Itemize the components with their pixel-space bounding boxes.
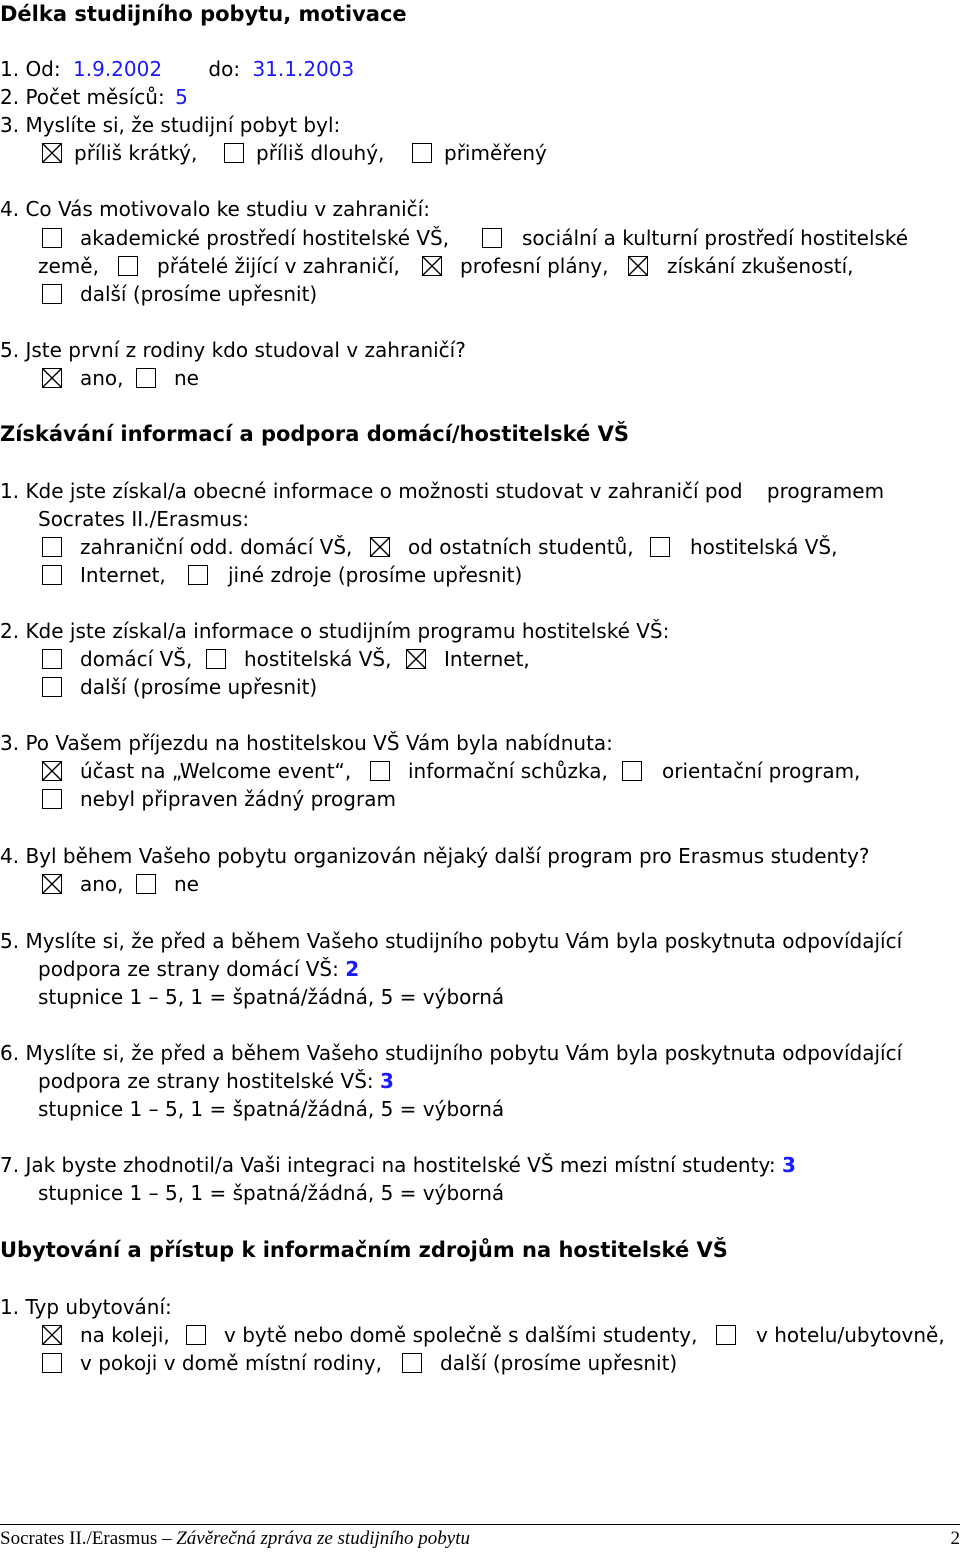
option-label: informační schůzka,	[408, 759, 608, 783]
option-label: příliš krátký,	[74, 141, 198, 165]
option-label: orientační program,	[662, 759, 861, 783]
checkbox-home-university[interactable]	[42, 649, 62, 669]
date-to: 31.1.2003	[252, 57, 355, 81]
rating-value: 3	[380, 1069, 394, 1093]
months-value: 5	[175, 85, 188, 109]
checkbox-career[interactable]	[422, 256, 442, 276]
option-label: hostitelská VŠ,	[244, 647, 392, 671]
checkbox-no[interactable]	[136, 874, 156, 894]
option-label: profesní plány,	[460, 254, 609, 278]
option-label: nebyl připraven žádný program	[80, 787, 396, 811]
checkbox-yes[interactable]	[42, 874, 62, 894]
checkbox-experience[interactable]	[628, 256, 648, 276]
checkbox-too-short[interactable]	[42, 143, 62, 163]
section-heading-information: Získávání informací a podpora domácí/hostitelské VŠ	[0, 422, 629, 446]
rating-value: 2	[345, 957, 360, 981]
rating-scale: stupnice 1 – 5, 1 = špatná/žádná, 5 = výborná	[38, 985, 505, 1009]
question-stay-length: 3. Myslíte si, že studijní pobyt byl:	[0, 113, 341, 137]
option-label: příliš dlouhý,	[256, 141, 385, 165]
question-text: 1. Kde jste získal/a obecné informace o možnosti studovat v zahraničí pod	[0, 479, 743, 503]
question-accommodation-type: 1. Typ ubytování:	[0, 1295, 172, 1319]
option-label: ano,	[80, 366, 124, 390]
dates-to-label: do:	[208, 57, 241, 81]
question-extra-program: 4. Byl během Vašeho pobytu organizován nějaký další program pro Erasmus studenty?	[0, 844, 870, 868]
question-arrival-offer: 3. Po Vašem příjezdu na hostitelskou VŠ Vám byla nabídnuta:	[0, 731, 613, 755]
option-label: přátelé žijící v zahraničí,	[157, 254, 400, 278]
question-integration	[0, 1151, 796, 1179]
question-text-cont: Socrates II./Erasmus:	[38, 507, 250, 531]
option-label: v hotelu/ubytovně,	[756, 1323, 945, 1347]
section-heading-accommodation: Ubytování a přístup k informačním zdrojům na hostitelské VŠ	[0, 1238, 728, 1262]
question-months	[0, 83, 188, 111]
option-label: ne	[174, 872, 199, 896]
option-label: od ostatních studentů,	[408, 535, 634, 559]
question-text: 7. Jak byste zhodnotil/a Vaši integraci na hostitelské VŠ mezi místní studenty:	[0, 1153, 776, 1177]
dates-label: 1. Od:	[0, 57, 61, 81]
date-from: 1.9.2002	[72, 57, 163, 81]
question-home-support: 5. Myslíte si, že před a během Vašeho studijního pobytu Vám byla poskytnuta odpovídající	[0, 929, 903, 953]
option-label: Internet,	[444, 647, 530, 671]
question-text: podpora ze strany domácí VŠ:	[38, 957, 339, 981]
option-label: ne	[174, 366, 199, 390]
section-heading-duration: Délka studijního pobytu, motivace	[0, 2, 407, 26]
question-general-info	[0, 477, 884, 505]
checkbox-other-sources[interactable]	[188, 565, 208, 585]
question-first-in-family: 5. Jste první z rodiny kdo studoval v zahraničí?	[0, 338, 466, 362]
question-home-support-cont	[38, 955, 359, 983]
rating-value: 3	[781, 1153, 796, 1177]
option-label: na koleji,	[80, 1323, 170, 1347]
footer-program: Socrates II./Erasmus –	[0, 1528, 177, 1549]
footer-rule	[0, 1524, 960, 1525]
checkbox-other-motivation[interactable]	[42, 284, 62, 304]
checkbox-yes[interactable]	[42, 368, 62, 388]
option-label: další (prosíme upřesnit)	[80, 282, 318, 306]
question-host-support: 6. Myslíte si, že před a během Vašeho studijního pobytu Vám byla poskytnuta odpovídající	[0, 1041, 903, 1065]
option-label: hostitelská VŠ,	[690, 535, 838, 559]
checkbox-other-accommodation[interactable]	[402, 1353, 422, 1373]
option-label: Internet,	[80, 563, 166, 587]
checkbox-academic[interactable]	[42, 228, 62, 248]
option-label: v bytě nebo domě společně s dalšími studenty,	[224, 1323, 698, 1347]
option-label: další (prosíme upřesnit)	[80, 675, 318, 699]
checkbox-other-students[interactable]	[370, 537, 390, 557]
checkbox-host-university[interactable]	[206, 649, 226, 669]
option-label: akademické prostředí hostitelské VŠ,	[80, 226, 450, 250]
question-motivation: 4. Co Vás motivovalo ke studiu v zahraničí:	[0, 197, 430, 221]
checkbox-dormitory[interactable]	[42, 1325, 62, 1345]
checkbox-too-long[interactable]	[224, 143, 244, 163]
question-text: podpora ze strany hostitelské VŠ:	[38, 1069, 374, 1093]
checkbox-hotel[interactable]	[716, 1325, 736, 1345]
checkbox-welcome-event[interactable]	[42, 761, 62, 781]
checkbox-orientation[interactable]	[622, 761, 642, 781]
question-host-support-cont	[38, 1067, 394, 1095]
option-label: účast na „Welcome event“,	[80, 759, 352, 783]
checkbox-internet[interactable]	[42, 565, 62, 585]
footer-title	[0, 1528, 470, 1550]
checkbox-friends[interactable]	[118, 256, 138, 276]
option-label: sociální a kulturní prostředí hostitelské	[522, 226, 909, 250]
checkbox-social-cultural[interactable]	[482, 228, 502, 248]
checkbox-adequate[interactable]	[412, 143, 432, 163]
checkbox-info-meeting[interactable]	[370, 761, 390, 781]
checkbox-shared-flat[interactable]	[186, 1325, 206, 1345]
page-number: 2	[950, 1528, 960, 1549]
option-label: ano,	[80, 872, 124, 896]
checkbox-other-specify[interactable]	[42, 677, 62, 697]
option-label: v pokoji v domě místní rodiny,	[80, 1351, 383, 1375]
footer-report-name: Závěrečná zpráva ze studijního pobytu	[176, 1528, 470, 1549]
rating-scale: stupnice 1 – 5, 1 = špatná/žádná, 5 = výborná	[38, 1097, 505, 1121]
option-label: přiměřený	[444, 141, 547, 165]
question-text: programem	[766, 479, 885, 503]
question-program-info: 2. Kde jste získal/a informace o studijním programu hostitelské VŠ:	[0, 619, 670, 643]
option-label-cont: země,	[38, 254, 99, 278]
option-label: jiné zdroje (prosíme upřesnit)	[228, 563, 523, 587]
checkbox-intl-office[interactable]	[42, 537, 62, 557]
option-label: domácí VŠ,	[80, 647, 193, 671]
checkbox-no[interactable]	[136, 368, 156, 388]
checkbox-host-university[interactable]	[650, 537, 670, 557]
option-label: zahraniční odd. domácí VŠ,	[80, 535, 353, 559]
checkbox-no-program[interactable]	[42, 789, 62, 809]
option-label: další (prosíme upřesnit)	[440, 1351, 678, 1375]
checkbox-host-family[interactable]	[42, 1353, 62, 1373]
option-label: získání zkušeností,	[667, 254, 854, 278]
months-label: 2. Počet měsíců:	[0, 85, 165, 109]
rating-scale: stupnice 1 – 5, 1 = špatná/žádná, 5 = výborná	[38, 1181, 505, 1205]
question-dates	[0, 55, 354, 83]
checkbox-internet[interactable]	[406, 649, 426, 669]
page-footer	[0, 1528, 960, 1552]
